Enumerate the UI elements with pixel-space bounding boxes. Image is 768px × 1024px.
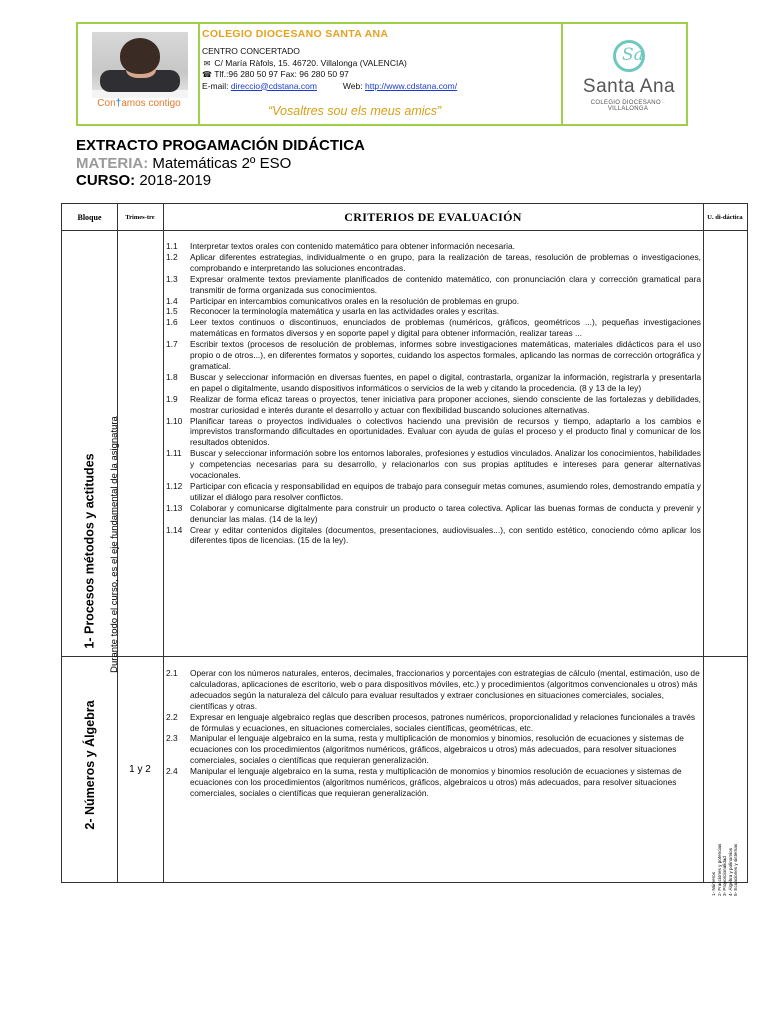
criterion: 1.4 Participar en intercambios comunicativos orales en la resolución de problemas en grupo.	[166, 295, 520, 306]
divider	[198, 24, 200, 124]
mail-icon: ✉	[203, 58, 211, 68]
logo-subtitle: COLEGIO DIOCESANO · VILLALONGA	[590, 100, 666, 112]
criterion: 1.12 Participar con eficacia y responsabilidad en equipos de trabajo para conseguir metas comunes, asumiendo roles, demostrando empatía y utilizar el diálogo para resolver conflictos.	[166, 480, 701, 502]
curso-value: 2018-2019	[139, 172, 212, 189]
slogan-post: amos contigo	[121, 98, 181, 109]
header-bloque: Bloque	[77, 212, 102, 222]
bloque-1-label: 1- Procesos métodos y actitudes	[82, 453, 97, 649]
materia-label: MATERIA:	[76, 155, 149, 172]
logo-name: Santa Ana	[582, 76, 676, 97]
criterion: 1.14 Crear y editar contenidos digitales (documentos, presentaciones, audiovisuales...), con sentido estético, conociendo cómo aplicar los diferentes tipos de licencias. (15 de la ley).	[166, 524, 701, 546]
criterion: 2.4 Manipular el lenguaje algebraico en la suma, resta y multiplicación de monomios y binomios resolución de ecuaciones y sistemas de ecuaciones con los procedimientos (algoritmos numéricos, gráficos, algebraicos u otros) más adecuados, para resolver situaciones comerciales, sociales o científicas que requieran generalización.	[166, 766, 682, 798]
criterion: 1.5 Reconocer la terminología matemática y usarla en las actividades orales y escritas.	[166, 306, 500, 317]
logo-mark-icon: Sa	[613, 40, 645, 72]
divider	[561, 24, 563, 124]
row-divider	[62, 230, 747, 231]
row-divider	[62, 656, 747, 657]
phone-line	[202, 69, 457, 81]
email-line	[202, 81, 457, 93]
document-title: EXTRACTO PROGAMACIÓN DIDÁCTICA	[76, 137, 365, 154]
unit-item: 1- Números	[711, 871, 717, 896]
curso-label: CURSO:	[76, 172, 136, 189]
unit-item: 5- Ecuaciones y sistemas	[733, 843, 739, 896]
school-name: COLEGIO DIOCESANO SANTA ANA	[202, 28, 389, 40]
motto: “Vosaltres sou els meus amics”	[268, 104, 442, 118]
letterhead	[76, 22, 688, 126]
column-divider	[163, 204, 164, 882]
email-label: E-mail:	[202, 80, 229, 91]
web-label: Web:	[342, 80, 363, 91]
criterion: 1.10 Planificar tareas o proyectos individuales o colectivos haciendo una previsión de recursos y tiempo, adaptarlo a los cambios e imprevistos transformando dificultades en oportunidades. Evaluar con ayuda de guías el proceso y el producto final y comunicar de los resultados obtenidos.	[166, 415, 701, 448]
slogan-pre: Con	[97, 98, 116, 109]
criterion: 2.1 Operar con los números naturales, enteros, decimales, fraccionarios y porcentajes con estrategias de cálculo (mental, estimación, uso de calculadoras, aplicaciones de escritorio, web o para dispositivos móviles, etc.) y procedimientos (algoritmos convencionales u otros) más adecuados según la naturaleza del cálculo para evaluar resultados y extraer conclusiones en situaciones comerciales, sociales, científicas y otras.	[166, 668, 700, 711]
email-link[interactable]: direccio@cdstana.com	[230, 80, 317, 91]
phone: Tlf.:96 280 50 97 Fax: 96 280 50 97	[214, 69, 349, 79]
criterion: 1.1 Interpretar textos orales con contenido matemático para obtener información necesaria.	[166, 241, 515, 251]
materia-value: Matemáticas 2º ESO	[152, 155, 292, 172]
materia-line	[76, 155, 291, 172]
contact-info	[202, 46, 457, 92]
trimestre-2-label: 1 y 2	[129, 764, 151, 775]
address-line	[202, 58, 457, 70]
web-link[interactable]: http://www.cdstana.com/	[364, 80, 458, 91]
header-trimestre: Trimes-tre	[125, 213, 155, 221]
column-divider	[703, 204, 704, 882]
address: C/ María Ràfols, 15. 46720. Villalonga (VALENCIA)	[214, 57, 407, 68]
criterion: 1.8 Buscar y seleccionar información en diversas fuentes, en papel o digital, contrastarla, organizar la información, registrarla y presentarla en papel o digitalmente, usando dispositivos informáticos o servicios de la web y citando la procedencia. (8 y 13 de la ley)	[166, 371, 701, 393]
unit-item: 2- Fracciones y potencias	[716, 843, 722, 896]
slogan	[84, 98, 194, 109]
criteria-list-1	[166, 241, 701, 546]
criterion: 1.2 Aplicar diferentes estrategias, individualmente o en grupo, para la realización de tareas, resolución de problemas o investigaciones, comprobando e interpretando las soluciones encontradas.	[166, 251, 701, 273]
criterion: 2.2 Expresar en lenguaje algebraico reglas que describen procesos, patrones numéricos, proporcionalidad y relaciones funcionales a través de fórmulas y ecuaciones, en situaciones comerciales, sociales científicas, geométricas, etc.	[166, 711, 696, 733]
santa-ana-logo	[573, 38, 683, 118]
criteria-list-2	[166, 668, 701, 799]
criterion: 1.7 Escribir textos (procesos de resolución de problemas, informes sobre investigaciones matemáticas, materiales didácticos para el uso propio o de otros...), en diferentes formatos y soportes, cuidando los aspectos formales, aplicando las normas de corrección ortográfica y gramatical.	[166, 339, 701, 371]
curso-line	[76, 172, 211, 189]
bloque-2-label: 2- Números y Álgebra	[83, 700, 97, 830]
header-criterios: CRITERIOS DE EVALUACIÓN	[344, 209, 522, 224]
criterion: 1.11 Buscar y seleccionar información sobre los entornos laborales, profesiones y estudios vinculados. Analizar los conocimientos, habilidades y competencias necesarias para su desarrollo, y relacionarlos con sus propias aptitudes e intereses para generar alternativas vocacionales.	[166, 448, 701, 481]
child-photo	[92, 32, 188, 98]
header-unidad-didactica: U. di-dáctica	[707, 213, 743, 221]
criteria-table	[61, 203, 748, 896]
cross-icon: †	[115, 98, 122, 109]
criterion: 1.6 Leer textos continuos o discontinuos, enunciados de problemas (numéricos, gráficos, geométricos ...), pequeñas investigaciones matemáticas en formatos diversos y en soporte papel y digital para obtener información, realizar tareas ...	[166, 317, 701, 339]
unit-item: 3- Proporcionalidad	[722, 856, 728, 896]
criterion: 2.3 Manipular el lenguaje algebraico en la suma, resta y multiplicación de monomios y binomios, resolución de ecuaciones y sistemas de ecuaciones con los procedimientos (algoritmos numéricos, gráficos, algebraicos u otros) más adecuados, para resolver situaciones comerciales, sociales o científicas que requieran generalización.	[166, 733, 684, 766]
criterion: 1.3 Expresar oralmente textos previamente planificados de contenido matemático, con pronunciación clara y corrección gramatical para transmitir de forma organizada sus conocimientos.	[166, 273, 701, 295]
units-list	[711, 736, 739, 896]
criterion: 1.9 Realizar de forma eficaz tareas o proyectos, tener iniciativa para proponer acciones, siendo consciente de las fortalezas y debilidades, mostrar curiosidad e interés durante el desarrollo y actuar con flexibilidad buscando soluciones alternativas.	[166, 393, 701, 415]
concertado-label: CENTRO CONCERTADO	[202, 46, 300, 56]
phone-icon: ☎	[202, 70, 212, 79]
unit-item: 4- Álgebra y polinomios	[727, 847, 733, 896]
trimestre-1-label: Durante todo el curso, es el eje fundamental de la asignatura	[109, 416, 120, 673]
criterion: 1.13 Colaborar y comunicarse digitalmente para construir un producto o tarea colectiva. Aplicar las buenas formas de conducta y prevenir y denunciar las malas. (14 de la ley)	[166, 502, 701, 524]
